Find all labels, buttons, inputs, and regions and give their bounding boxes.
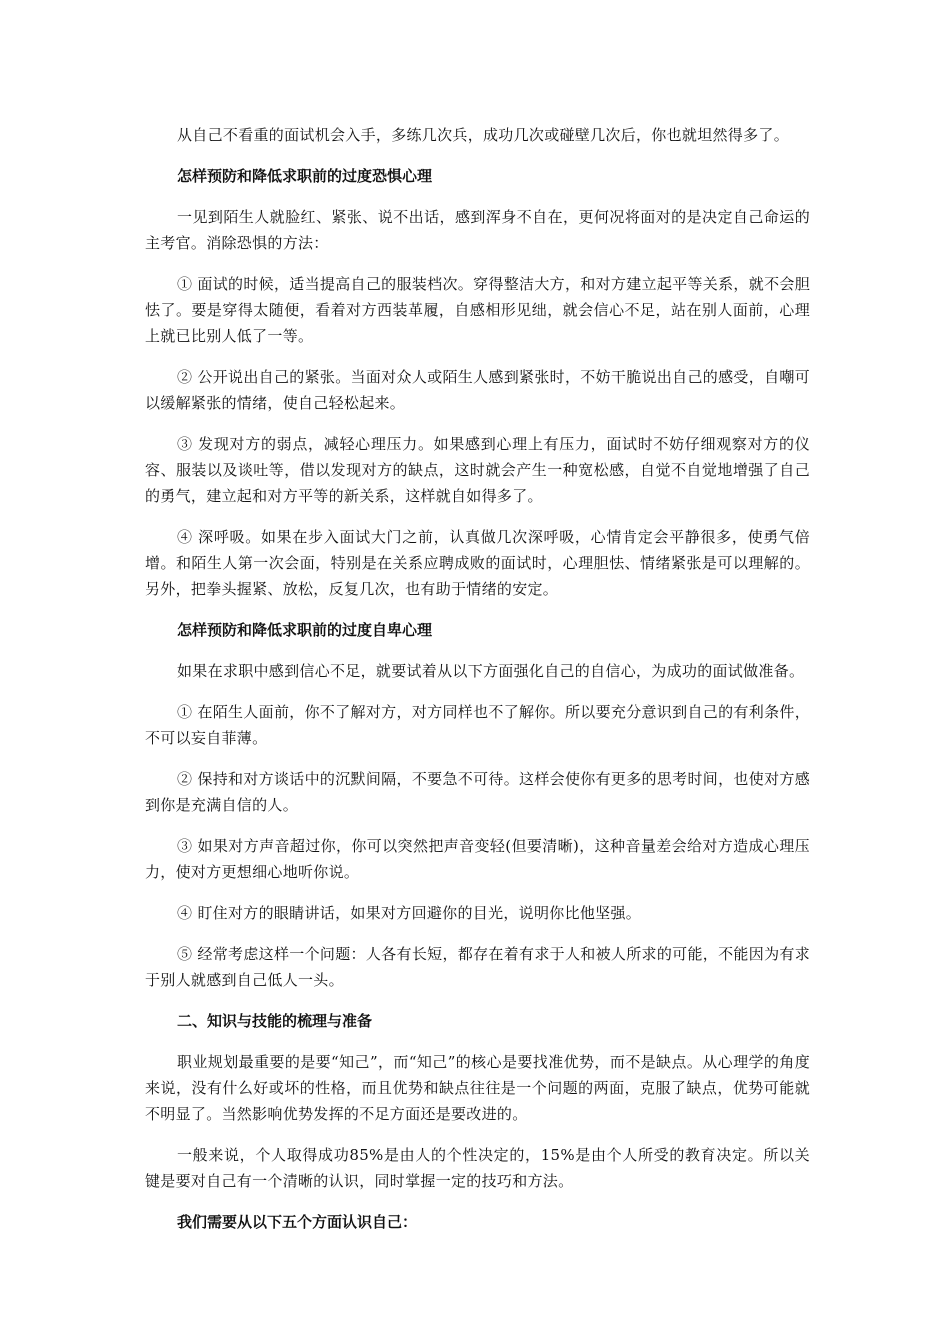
paragraph-fear-tip-4: ④ 深呼吸。如果在步入面试大门之前，认真做几次深呼吸，心情肯定会平静很多，使勇气倍增。和陌生人第一次会面，特别是在关系应聘成败的面试时，心理胆怯、情绪紧张是可以理解的。另外，把拳头握紧、放松，反复几次，也有助于情绪的安定。 (145, 528, 810, 598)
paragraph-inferiority-tip-1: ① 在陌生人面前，你不了解对方，对方同样也不了解你。所以要充分意识到自己的有利条件，不可以妄自菲薄。 (145, 703, 810, 747)
paragraph-inferiority-tip-2: ② 保持和对方谈话中的沉默间隔，不要急不可待。这样会使你有更多的思考时间，也使对方感到你是充满自信的人。 (145, 770, 810, 814)
paragraph-fear-tip-3: ③ 发现对方的弱点，减轻心理压力。如果感到心理上有压力，面试时不妨仔细观察对方的仪容、服装以及谈吐等，借以发现对方的缺点，这时就会产生一种宽松感，自觉不自觉地增强了自己的勇气，建立起和对方平等的新关系，这样就自如得多了。 (145, 435, 810, 505)
heading-fear: 怎样预防和降低求职前的过度恐惧心理 (177, 167, 433, 185)
document-page (145, 122, 810, 1250)
heading-inferiority: 怎样预防和降低求职前的过度自卑心理 (177, 621, 433, 639)
paragraph-know-yourself: 职业规划最重要的是要“知己”，而“知己”的核心是要找准优势，而不是缺点。从心理学的角度来说，没有什么好或坏的性格，而且优势和缺点往往是一个问题的两面，克服了缺点，优势可能就不明显了。当然影响优势发挥的不足方面还是要改进的。 (145, 1053, 810, 1123)
paragraph-inferiority-intro: 如果在求职中感到信心不足，就要试着从以下方面强化自己的自信心，为成功的面试做准备。 (177, 662, 805, 680)
paragraph-inferiority-tip-3: ③ 如果对方声音超过你，你可以突然把声音变轻(但要清晰)，这种音量差会给对方造成心理压力，使对方更想细心地听你说。 (145, 837, 810, 881)
paragraph-success-factors: 一般来说，个人取得成功85%是由人的个性决定的，15%是由个人所受的教育决定。所以关键是要对自己有一个清晰的认识，同时掌握一定的技巧和方法。 (145, 1146, 810, 1190)
paragraph-intro: 从自己不看重的面试机会入手，多练几次兵，成功几次或碰壁几次后，你也就坦然得多了。 (177, 126, 790, 144)
heading-five-aspects: 我们需要从以下五个方面认识自己： (177, 1213, 418, 1231)
heading-knowledge-skills: 二、知识与技能的梳理与准备 (177, 1012, 373, 1030)
paragraph-inferiority-tip-5: ⑤ 经常考虑这样一个问题：人各有长短，都存在着有求于人和被人所求的可能，不能因为有求于别人就感到自己低人一头。 (145, 945, 810, 989)
paragraph-inferiority-tip-4: ④ 盯住对方的眼睛讲话，如果对方回避你的目光，说明你比他坚强。 (177, 904, 642, 922)
paragraph-fear-tip-1: ① 面试的时候，适当提高自己的服装档次。穿得整洁大方，和对方建立起平等关系，就不会胆怯了。要是穿得太随便，看着对方西装革履，自感相形见绌，就会信心不足，站在别人面前，心理上就已比别人低了一等。 (145, 275, 810, 345)
paragraph-fear-tip-2: ② 公开说出自己的紧张。当面对众人或陌生人感到紧张时，不妨干脆说出自己的感受，自嘲可以缓解紧张的情绪，使自己轻松起来。 (145, 368, 810, 412)
paragraph-fear-intro: 一见到陌生人就脸红、紧张、说不出话，感到浑身不自在，更何况将面对的是决定自己命运的主考官。消除恐惧的方法： (145, 208, 810, 252)
